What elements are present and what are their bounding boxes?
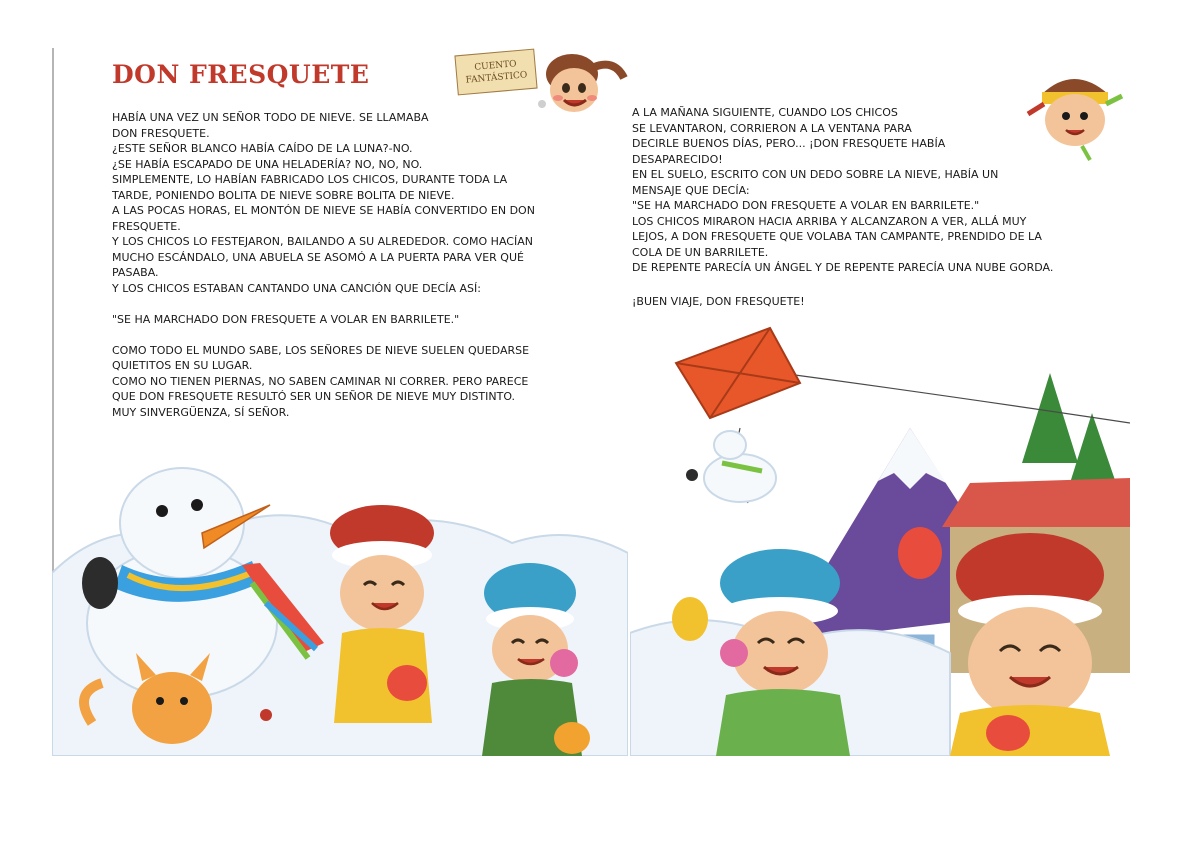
story-line: SE LEVANTARON, CORRIERON A LA VENTANA PARA xyxy=(632,121,912,135)
left-page xyxy=(52,48,628,756)
story-line: ¿SE HABÍA ESCAPADO DE UNA HELADERÍA? NO, NO, NO. xyxy=(112,157,423,171)
jester-child-illustration xyxy=(1022,64,1126,162)
story-line: LEJOS, A DON FRESQUETE QUE VOLABA TAN CAMPANTE, PRENDIDO DE LA xyxy=(632,230,1042,243)
book-spread xyxy=(52,48,1130,756)
paragraph-gap xyxy=(112,296,535,312)
story-line: A LAS POCAS HORAS, EL MONTÓN DE NIEVE SE HABÍA CONVERTIDO EN DON xyxy=(112,204,535,217)
story-line: A LA MAÑANA SIGUIENTE, CUANDO LOS CHICOS xyxy=(632,106,898,119)
kite-scene-illustration xyxy=(630,313,1130,756)
story-line: DECIRLE BUENOS DÍAS, PERO... ¡DON FRESQUETE HABÍA xyxy=(632,137,946,150)
left-story-text xyxy=(112,110,535,420)
story-line: EN EL SUELO, ESCRITO CON UN DEDO SOBRE LA NIEVE, HABÍA UN xyxy=(632,168,999,181)
story-line: MENSAJE QUE DECÍA: xyxy=(632,183,750,197)
story-line: DE REPENTE PARECÍA UN ÁNGEL Y DE REPENTE PARECÍA UNA NUBE GORDA. xyxy=(632,261,1054,274)
story-line: ¿ESTE SEÑOR BLANCO HABÍA CAÍDO DE LA LUNA?-NO. xyxy=(112,142,413,155)
story-line: Y LOS CHICOS LO FESTEJARON, BAILANDO A SU ALREDEDOR. COMO HACÍAN xyxy=(112,235,533,248)
paragraph-gap xyxy=(112,327,535,343)
story-line: SIMPLEMENTE, LO HABÍAN FABRICADO LOS CHICOS, DURANTE TODA LA xyxy=(112,173,508,186)
story-line: COLA DE UN BARRILETE. xyxy=(632,245,769,259)
story-line: COMO TODO EL MUNDO SABE, LOS SEÑORES DE NIEVE SUELEN QUEDARSE xyxy=(112,343,530,357)
farewell-line: ¡BUEN VIAJE, DON FRESQUETE! xyxy=(632,295,805,308)
song-quote: "SE HA MARCHADO DON FRESQUETE A VOLAR EN BARRILETE." xyxy=(112,312,460,326)
genre-tag-line-2: FANTÁSTICO xyxy=(465,70,528,86)
right-story-text xyxy=(632,105,1053,276)
message-quote: "SE HA MARCHADO DON FRESQUETE A VOLAR EN BARRILETE." xyxy=(632,199,980,212)
story-line: QUE DON FRESQUETE RESULTÓ SER UN SEÑOR DE NIEVE MUY DISTINTO. xyxy=(112,390,516,403)
story-line: QUIETITOS EN SU LUGAR. xyxy=(112,359,253,372)
story-line: MUY SINVERGÜENZA, SÍ SEÑOR. xyxy=(112,405,290,419)
story-line: DON FRESQUETE. xyxy=(112,126,210,140)
story-line: HABÍA UNA VEZ UN SEÑOR TODO DE NIEVE. SE LLAMABA xyxy=(112,111,429,124)
story-line: LOS CHICOS MIRARON HACIA ARRIBA Y ALCANZARON A VER, ALLÁ MUY xyxy=(632,214,1027,228)
page-title: DON FRESQUETE xyxy=(112,60,370,89)
genre-tag xyxy=(454,49,537,96)
right-page xyxy=(630,48,1130,756)
story-line: FRESQUETE. xyxy=(112,219,181,233)
story-line: DESAPARECIDO! xyxy=(632,152,723,166)
genre-tag-line-1: CUENTO xyxy=(473,59,517,73)
snowman-scene-illustration xyxy=(52,453,628,756)
story-line: MUCHO ESCÁNDALO, UNA ABUELA SE ASOMÓ A LA PUERTA PARA VER QUÉ xyxy=(112,250,524,264)
story-line: COMO NO TIENEN PIERNAS, NO SABEN CAMINAR NI CORRER. PERO PARECE xyxy=(112,374,529,388)
story-line: Y LOS CHICOS ESTABAN CANTANDO UNA CANCIÓN QUE DECÍA ASÍ: xyxy=(112,281,481,295)
story-line: TARDE, PONIENDO BOLITA DE NIEVE SOBRE BOLITA DE NIEVE. xyxy=(112,188,455,202)
story-line: PASABA. xyxy=(112,266,159,279)
girl-head-illustration xyxy=(534,48,628,134)
